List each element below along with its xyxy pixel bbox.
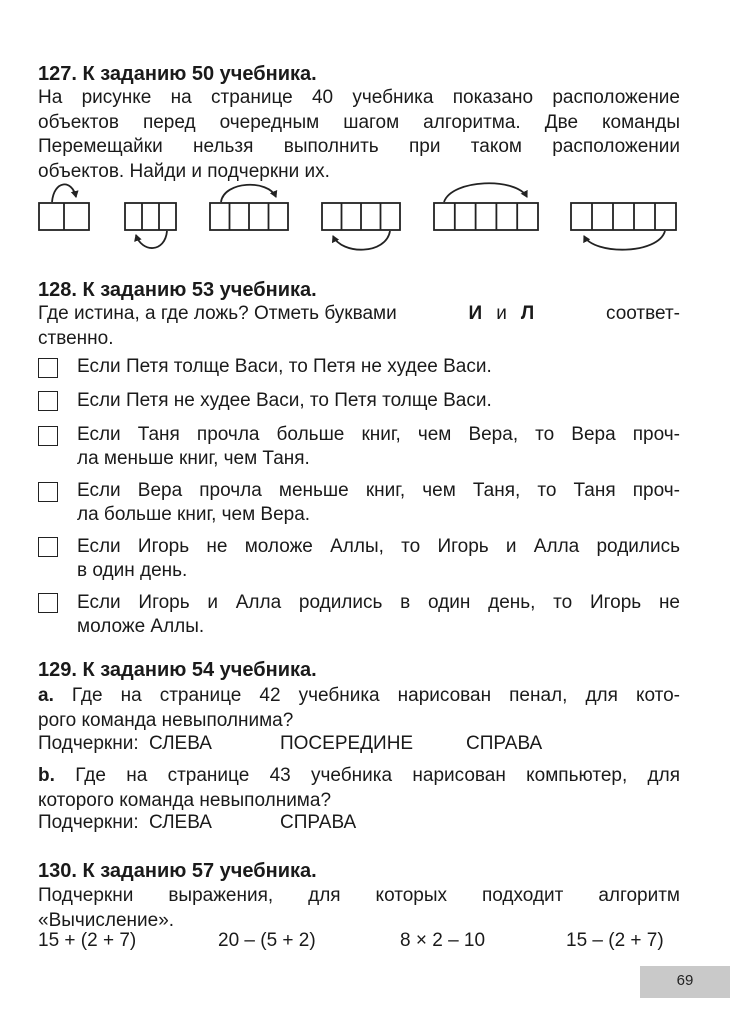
task-130-text [38, 884, 680, 934]
box-group-6 [571, 203, 676, 250]
box-group-1 [39, 184, 89, 230]
and-word: и [496, 303, 507, 324]
task-130-line: Подчеркни выражения, для которых подходит алгоритм [38, 885, 680, 906]
task-129-a-line: a. Где на странице 42 учебника нарисован пенал, для кото- [38, 685, 681, 706]
task-129-b-line: b. Где на странице 43 учебника нарисован компьютер, для [38, 765, 681, 786]
task-129-a [38, 684, 680, 734]
box-group-4 [322, 203, 400, 250]
letter-i: И [468, 303, 483, 324]
statement-checkbox-4[interactable] [38, 482, 58, 502]
box-group-3 [210, 185, 288, 230]
letter-l: Л [520, 303, 535, 324]
task-129-title: 129. К заданию 54 учебника. [38, 659, 317, 681]
objects-arrangement-diagram [0, 175, 730, 255]
box-group-5 [434, 183, 538, 230]
label-a: a. [38, 685, 54, 706]
statement-2: Если Петя не худее Васи, то Петя толще Васи. [77, 390, 492, 411]
label-b: b. [38, 765, 55, 786]
a-option-right[interactable]: СПРАВА [466, 733, 543, 754]
a-prompt: Подчеркни: [38, 733, 139, 754]
b-option-left[interactable]: СЛЕВА [149, 812, 212, 833]
task-129-b-line: которого команда невыполнима? [38, 789, 332, 811]
task-128-intro [38, 302, 680, 352]
intro-text-end: соответ- [606, 303, 680, 324]
task-127-text [38, 86, 680, 186]
statement-checkbox-1[interactable] [38, 358, 58, 378]
expression-3[interactable]: 8 × 2 – 10 [400, 930, 486, 951]
task-128-intro-line: ственно. [38, 327, 114, 349]
task-127-title: 127. К заданию 50 учебника. [38, 63, 317, 85]
page-number-box [640, 966, 730, 998]
expression-1[interactable]: 15 + (2 + 7) [38, 930, 137, 951]
statement-1: Если Петя толще Васи, то Петя не худее Васи. [77, 356, 492, 377]
page-number: 69 [676, 972, 694, 989]
statement-checkbox-5[interactable] [38, 537, 58, 557]
box-group-2 [125, 203, 176, 248]
statement-checkbox-2[interactable] [38, 391, 58, 411]
b-prompt: Подчеркни: [38, 812, 139, 833]
statement-checkbox-3[interactable] [38, 426, 58, 446]
statement-4: Если Вера прочла меньше книг, чем Таня, то Таня проч- ла больше книг, чем Вера. [77, 480, 680, 525]
intro-text: Где истина, а где ложь? Отметь буквами [38, 303, 397, 324]
expression-2[interactable]: 20 – (5 + 2) [218, 930, 316, 951]
a-option-middle[interactable]: ПОСЕРЕДИНЕ [280, 733, 414, 754]
task-130-line: «Вычисление». [38, 909, 175, 931]
task-128-intro-line [38, 302, 680, 327]
statement-checkbox-6[interactable] [38, 593, 58, 613]
task-127-line: объектов. Найди и подчеркни их. [38, 160, 330, 182]
task-127-line: На рисунке на странице 40 учебника показано расположение [38, 87, 680, 108]
task-130-title: 130. К заданию 57 учебника. [38, 860, 317, 882]
task-129-b [38, 764, 680, 814]
statement-5: Если Игорь не моложе Аллы, то Игорь и Алла родились в один день. [77, 536, 680, 581]
b-option-right[interactable]: СПРАВА [280, 812, 357, 833]
task-127-line: Перемещайки нельзя выполнить при таком расположении [38, 136, 680, 157]
expression-4[interactable]: 15 – (2 + 7) [566, 930, 664, 951]
task-129-a-line: рого команда невыполнима? [38, 709, 294, 731]
task-128-title: 128. К заданию 53 учебника. [38, 279, 317, 301]
statement-3: Если Таня прочла больше книг, чем Вера, то Вера проч- ла меньше книг, чем Таня. [77, 424, 680, 469]
task-127-line: объектов перед очередным шагом алгоритма. Две команды [38, 111, 680, 133]
a-option-left[interactable]: СЛЕВА [149, 733, 212, 754]
statement-6: Если Игорь и Алла родились в один день, то Игорь не моложе Аллы. [77, 592, 680, 637]
